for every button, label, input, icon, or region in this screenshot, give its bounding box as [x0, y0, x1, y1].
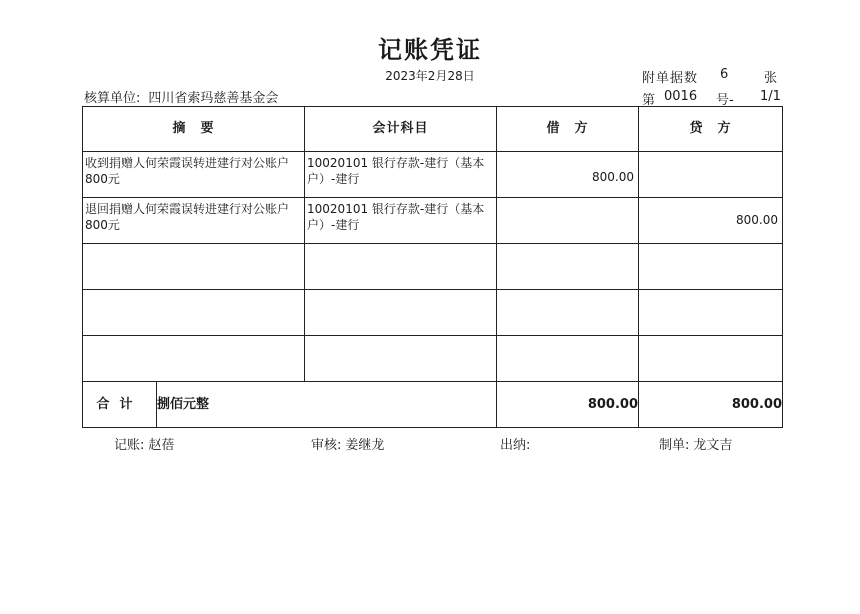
row-debit-amount [497, 198, 638, 212]
accounting-unit-label: 核算单位: [84, 91, 141, 106]
preparer-signature [659, 434, 732, 453]
row-account [305, 244, 497, 290]
row-summary-text [83, 290, 304, 293]
attachments-count: 6 [720, 67, 729, 82]
voucher-number: 0016 [664, 89, 698, 104]
row-debit-amount: 800.00 [592, 170, 635, 184]
header-summary: 摘 要 [83, 107, 305, 152]
voucher-number-suffix: 号- [716, 93, 734, 108]
row-debit [497, 244, 639, 290]
auditor-name: 姜继龙 [345, 438, 385, 453]
row-account [305, 336, 497, 382]
attachments-label: 附单据数 [642, 71, 699, 86]
row-credit [639, 336, 783, 382]
table-row [83, 152, 783, 198]
accounting-unit [84, 87, 278, 106]
table-total-row [83, 382, 783, 428]
row-summary [83, 198, 305, 244]
voucher-page-count: 1/1 [760, 89, 781, 104]
attachments-unit: 张 [764, 71, 778, 86]
row-debit [497, 152, 639, 198]
table-row [83, 336, 783, 382]
bookkeeper-label: 记账: [114, 438, 145, 453]
row-credit [639, 198, 783, 244]
row-debit-amount [497, 290, 638, 307]
row-account-text [305, 244, 496, 247]
row-summary [83, 336, 305, 382]
cashier-signature [500, 434, 534, 453]
voucher-title: 记账凭证 [378, 36, 482, 64]
row-credit-amount: 800.00 [736, 213, 779, 227]
auditor-label: 审核: [311, 438, 342, 453]
accounting-unit-value: 四川省索玛慈善基金会 [148, 91, 279, 106]
voucher-number-prefix: 第 [642, 93, 656, 108]
row-debit-amount [497, 244, 638, 261]
row-debit [497, 290, 639, 336]
row-debit-amount [497, 336, 638, 353]
row-account [305, 198, 497, 244]
preparer-label: 制单: [659, 438, 690, 453]
row-summary [83, 290, 305, 336]
table-row [83, 290, 783, 336]
header-account: 会计科目 [305, 107, 497, 152]
total-label: 合计 [83, 382, 157, 428]
cashier-label: 出纳: [500, 438, 531, 453]
row-summary-text [83, 336, 304, 339]
row-debit [497, 336, 639, 382]
row-summary-text: 收到捐赠人何荣霞误转进建行对公账户800元 [85, 156, 290, 186]
row-summary [83, 244, 305, 290]
preparer-name: 龙文吉 [693, 438, 733, 453]
row-credit-amount [639, 244, 782, 261]
total-debit: 800.00 [497, 382, 639, 428]
row-summary-text: 退回捐赠人何荣霞误转进建行对公账户800元 [85, 202, 290, 232]
row-credit-amount [639, 152, 782, 169]
row-account-text: 10020101 银行存款-建行（基本户）-建行 [307, 202, 485, 232]
row-credit [639, 244, 783, 290]
row-account-text [305, 290, 496, 293]
row-account-text [305, 336, 496, 339]
total-credit: 800.00 [639, 382, 783, 428]
row-account [305, 152, 497, 198]
header-credit: 贷 方 [639, 107, 783, 152]
attachments-info [642, 67, 778, 86]
row-summary-text [83, 244, 304, 247]
bookkeeper-name: 赵蓓 [148, 438, 175, 453]
table-row [83, 244, 783, 290]
bookkeeper-signature [114, 434, 174, 453]
row-credit-amount [639, 290, 782, 307]
voucher-date: 2023年2月28日 [385, 69, 475, 83]
row-credit [639, 152, 783, 198]
auditor-signature [311, 434, 384, 453]
row-debit [497, 198, 639, 244]
row-credit [639, 290, 783, 336]
table-row [83, 198, 783, 244]
row-account [305, 290, 497, 336]
table-header-row [83, 107, 783, 152]
row-credit-amount [639, 336, 782, 353]
header-debit: 借 方 [497, 107, 639, 152]
total-amount-words: 捌佰元整 [157, 382, 497, 428]
row-summary [83, 152, 305, 198]
row-account-text: 10020101 银行存款-建行（基本户）-建行 [307, 156, 485, 186]
voucher-table [82, 106, 783, 428]
